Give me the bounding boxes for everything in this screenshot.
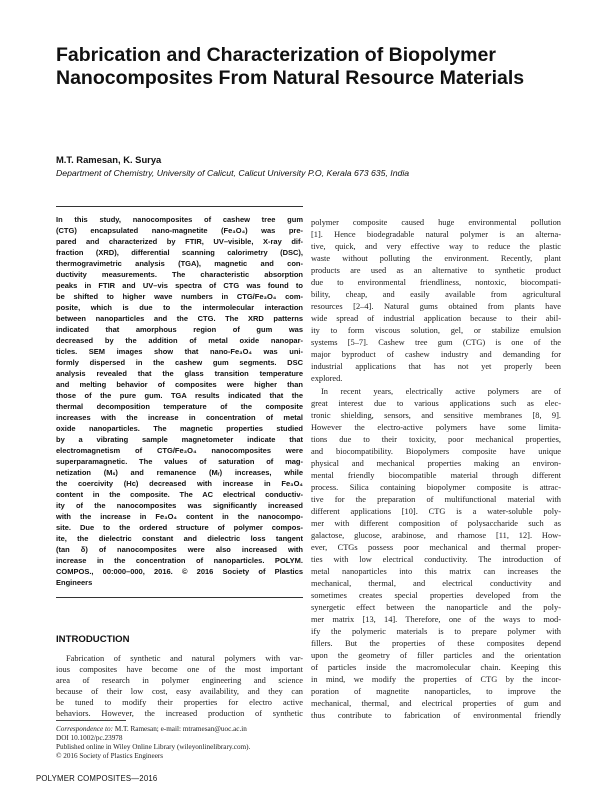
body-line: of particles inside the macromolecular chain. Keeping this	[311, 663, 561, 672]
abstract-line: analysis revealed that the glass transition temperature	[56, 369, 303, 378]
body-line: process. Silica containing biopolymer composite is attrac-	[311, 483, 561, 492]
body-line: in mind, we modify the properties of CTG by the incor-	[311, 675, 561, 684]
section-heading-introduction: INTRODUCTION	[56, 634, 130, 645]
body-line: and biocompatibility. Biopolymers composite have unique	[311, 447, 561, 456]
abstract-line: Engineers	[56, 578, 93, 587]
abstract-line: fraction (XRD), differential scanning calorimetry (DSC),	[56, 248, 303, 257]
body-line: great interest due to various applications such as elec-	[311, 399, 561, 408]
abstract-line: decreased by the addition of metal oxide nanopar-	[56, 336, 303, 345]
abstract-line: electromagnetism of CTG/Fe₃O₄ nanocomposites were	[56, 446, 303, 455]
journal-footer: POLYMER COMPOSITES—2016	[36, 774, 158, 783]
body-line: be tuned to modify their properties for electro active	[56, 698, 303, 707]
body-line: fillers. But the properties of these composites depend	[311, 639, 561, 648]
body-line: mental friendly biocompatible material through different	[311, 471, 561, 480]
body-line: physical and mechanical properties making an environ-	[311, 459, 561, 468]
correspondence-label: Correspondence to:	[56, 725, 114, 733]
abstract-line: peaks in FTIR and UV–vis spectra of CTG was found to	[56, 281, 303, 290]
body-line: different applications [10]. CTG is a water-soluble poly-	[311, 507, 561, 516]
abstract-line: superparamagnetic. The values of saturation of mag-	[56, 457, 303, 466]
body-line: mer matrix [13, 14]. Therefore, one of the ways to mod-	[311, 615, 561, 624]
body-line: products are used as an alternative to synthetic product	[311, 266, 561, 275]
body-line: explored.	[311, 374, 343, 383]
footnote-rule	[56, 720, 126, 721]
body-line: ious composites have become one of the most important	[56, 665, 303, 674]
body-line: polymer composite caused huge environmental pollution	[311, 218, 561, 227]
abstract-line: those of the pure gum. TGA results indicated that the	[56, 391, 303, 400]
body-line: area of research in polymer engineering and science	[56, 676, 303, 685]
abstract-line: indicated that amorphous region of gum was	[56, 325, 303, 334]
body-line: due to environmental friendliness, nontoxic, biocompati-	[311, 278, 561, 287]
body-line: bility, cheap, and easily available from agricultural	[311, 290, 561, 299]
abstract-line: the coercivity (Hc) decreased with increase in Fe₃O₄	[56, 479, 303, 488]
body-line: major byproduct of cashew industry and demanding for	[311, 350, 561, 359]
abstract-line: In this study, nanocomposites of cashew tree gum	[56, 215, 303, 224]
body-line: metal nanoparticles into this matrix can increases the	[311, 567, 561, 576]
body-line: industrial applications that has not yet properly been	[311, 362, 561, 371]
body-line: because of their low cost, easy availability, and they can	[56, 687, 303, 696]
abstract-bottom-rule	[56, 597, 303, 598]
abstract-line: between nanoparticles and the CTG. The XRD patterns	[56, 314, 303, 323]
body-line: [1]. Hence biodegradable natural polymer is an alterna-	[311, 230, 561, 239]
abstract-line: and melting behavior of composites were higher than	[56, 380, 303, 389]
body-line: mer with different composition of polysaccharide such as	[311, 519, 561, 528]
abstract-line: with the increase in Fe₃O₄ content in the nanocompo-	[56, 512, 303, 521]
body-line: tions due to their toxicity, poor mechanical properties,	[311, 435, 561, 444]
article-title	[56, 44, 556, 90]
body-line: tronic shielding, sensors, and sensitive membranes [8, 9].	[311, 411, 561, 420]
title-line: Fabrication and Characterization of Biopolymer	[56, 44, 496, 66]
abstract-line: ticles. SEM images show that nano-Fe₃O₄ was uni-	[56, 347, 303, 356]
abstract-line: (CTG) encapsulated nano-magnetite (Fe₃O₄) was pre-	[56, 226, 303, 235]
abstract-top-rule	[56, 206, 303, 207]
abstract-line: formly dispersed in the cashew gum segments. DSC	[56, 358, 303, 367]
body-line: Fabrication of synthetic and natural polymers with var-	[66, 654, 303, 663]
footnote-copyright: © 2016 Society of Plastics Engineers	[56, 752, 164, 760]
body-line: In recent years, electrically active polymers are of	[321, 387, 561, 396]
body-line: ever, CTGs possess poor mechanical and thermal proper-	[311, 543, 561, 552]
body-line: ity to form viscous solution, gel, or stabilize emulsion	[311, 326, 561, 335]
title-line: Nanocomposites From Natural Resource Materials	[56, 67, 525, 89]
body-line: mechanical, thermal, and electrical conductivity and	[311, 579, 561, 588]
abstract-line: site. Due to the ordered structure of polymer compos-	[56, 523, 303, 532]
abstract-line: increase in the concentration of nanoparticles. POLYM.	[56, 556, 303, 565]
authors: M.T. Ramesan, K. Surya	[56, 154, 162, 165]
body-line: However the electro-active polymers have some limita-	[311, 423, 561, 432]
body-line: systems [5–7]. Cashew tree gum (CTG) is one of the	[311, 338, 561, 347]
abstract-line: ductivity measurements. The characteristic absorption	[56, 270, 303, 279]
body-line: wide spread of industrial application because to their abil-	[311, 314, 561, 323]
abstract-line: increases with the increase in concentration of metal	[56, 413, 303, 422]
abstract-line: thermal decomposition temperature of the composite	[56, 402, 303, 411]
abstract-line: pared and characterized by FTIR, UV–visible, X-ray dif-	[56, 237, 303, 246]
body-line: waste without polluting the environment. Recently, plant	[311, 254, 561, 263]
body-line: tive for the preparation of multifunctional material with	[311, 495, 561, 504]
footnote-published: Published online in Wiley Online Library (wileyonlinelibrary.com).	[56, 743, 251, 751]
abstract-line: ity of the nanocomposites was significantly increased	[56, 501, 303, 510]
body-line: mechanical, thermal, and electrical properties of gum and	[311, 699, 561, 708]
body-line: resources [2–4]. Natural gums obtained from plants have	[311, 302, 561, 311]
body-line: sometimes creates special properties developed from the	[311, 591, 561, 600]
body-line: upon the geometry of filler particles and the orientation	[311, 651, 561, 660]
abstract-line: posite, which is due to the intermolecular interaction	[56, 303, 303, 312]
body-line: thus contribute to fabrication of environmental friendly	[311, 711, 561, 720]
abstract-line: by a vibrating sample magnetometer indicate that	[56, 435, 303, 444]
body-line: ties with low electrical conductivity. The introduction of	[311, 555, 561, 564]
abstract-line: COMPOS., 00:000–000, 2016. © 2016 Society of Plastics	[56, 567, 303, 576]
abstract-line: content in the composite. The AC electrical conductiv-	[56, 490, 303, 499]
abstract-line: oxide nanoparticles. The magnetic properties studied	[56, 424, 303, 433]
body-line: poration of magnetite nanoparticles, to improve the	[311, 687, 561, 696]
abstract-line: be shifted to higher wave numbers in CTG/Fe₃O₄ com-	[56, 292, 303, 301]
affiliation: Department of Chemistry, University of Calicut, Calicut University P.O, Kerala 673 635, India	[56, 168, 410, 178]
correspondence-text: M.T. Ramesan; e-mail: mtramesan@uoc.ac.in	[114, 725, 247, 733]
abstract-line: ite, the dielectric constant and dielectric loss tangent	[56, 534, 303, 543]
abstract-line: (tan δ) of nanocomposites were also increased with	[56, 545, 303, 554]
body-line: tive, quick, and very effective way to reduce the plastic	[311, 242, 561, 251]
body-line: behaviors. However, the increased production of synthetic	[56, 709, 303, 718]
abstract-line: thermogravimetric analysis (TGA), magnetic and con-	[56, 259, 303, 268]
abstract-line: netization (Mₛ) and remanence (Mᵣ) increases, while	[56, 468, 303, 477]
body-line: galactose, glucose, arabinose, and rhamose [11, 12]. How-	[311, 531, 561, 540]
body-line: synergetic effect between the nanoparticle and the poly-	[311, 603, 561, 612]
footnote-doi: DOI 10.1002/pc.23978	[56, 734, 123, 742]
body-line: ify the polymeric materials is to prepare polymer with	[311, 627, 561, 636]
